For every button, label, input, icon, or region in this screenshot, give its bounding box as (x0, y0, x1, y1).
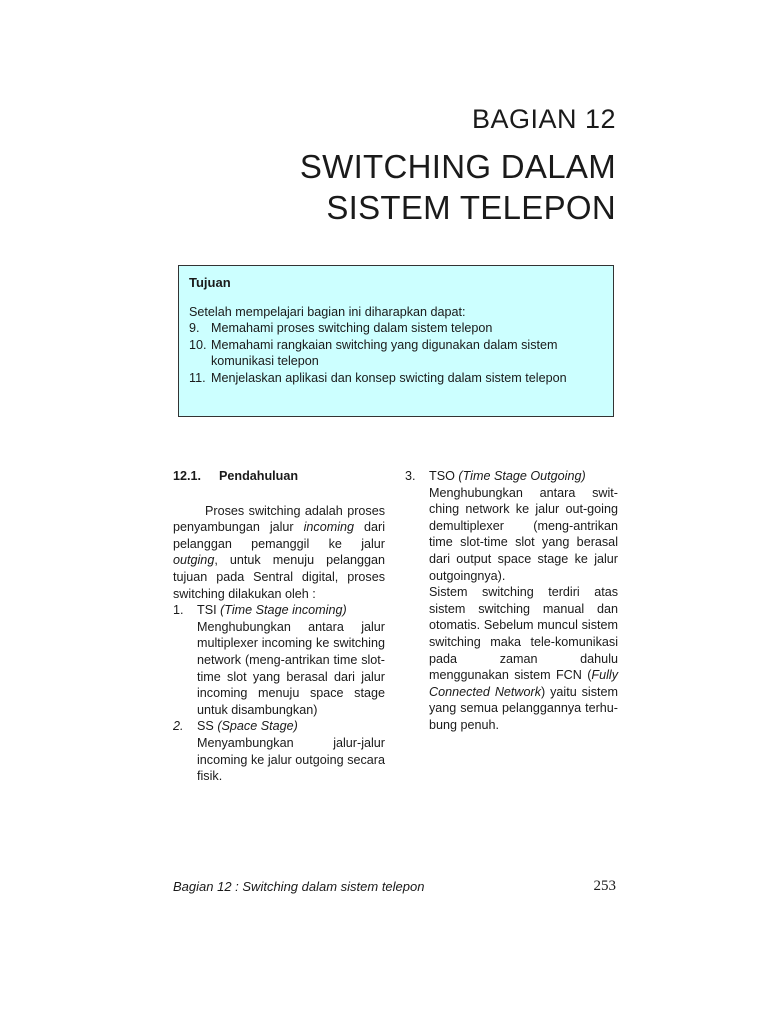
list-item-abbr: TSO (429, 469, 455, 483)
intro-term-outging: outging (173, 553, 215, 568)
left-column (173, 468, 385, 785)
objective-number: 9. (189, 321, 200, 336)
objectives-list (189, 320, 603, 386)
objective-text: Menjelaskan aplikasi dan konsep swicting dalam sistem telepon (211, 370, 567, 385)
list-item-heading (429, 468, 618, 485)
closing-term-fcn: Fully Connected Network (429, 668, 618, 699)
chapter-title-line-1: SWITCHING DALAM (299, 148, 616, 185)
list-item-heading (197, 718, 385, 735)
objective-number: 10. (189, 337, 207, 352)
objective-item (189, 370, 603, 387)
objective-text: Memahami rangkaian switching yang digunakan dalam sistem komunikasi telepon (211, 337, 558, 369)
intro-text-1: Proses switching adalah proses penyambungan jalur (173, 503, 385, 535)
list-item-term: (Time Stage Outgoing) (458, 469, 586, 483)
list-item-abbr: TSI (197, 603, 217, 618)
list-item-abbr: SS (197, 719, 214, 734)
intro-text-3: , untuk menuju pelanggan tujuan pada Sentral digital, proses switching dilakukan oleh : (173, 553, 385, 601)
intro-paragraph (173, 503, 385, 603)
closing-paragraph (429, 584, 618, 733)
objectives-intro: Setelah mempelajari bagian ini diharapkan dapat: (189, 304, 466, 319)
objective-item (189, 320, 603, 337)
intro-text-2: dari pelanggan pemanggil ke jalur (173, 520, 386, 551)
list-item-term: (Time Stage incoming) (220, 603, 347, 618)
intro-term-incoming: incoming (303, 520, 355, 535)
section-heading (173, 468, 385, 485)
section-number: 12.1. (173, 469, 202, 483)
page-number: 253 (593, 878, 616, 894)
list-item (405, 468, 618, 734)
list-item-number: 2. (173, 719, 184, 734)
footer-running-title: Bagian 12 : Switching dalam sistem telepon (173, 879, 425, 894)
list-item-description: Menghubungkan antara jalur multiplexer incoming ke switching network (meng-antrikan time slot-time slot yang berasal dari jalur incoming menuju space stage untuk disambungkan) (197, 619, 385, 717)
chapter-number: BAGIAN 12 (471, 104, 616, 134)
closing-text-1: Sistem switching terdiri atas sistem switching manual dan otomatis. Sebelum muncul sistem switching maka tele-komunikasi pada zaman dahulu menggunakan sistem FCN ( (429, 585, 618, 683)
section-title: Pendahuluan (219, 469, 299, 483)
objective-number: 11. (189, 370, 206, 385)
closing-text-2: ) yaitu sistem yang semua pelanggannya terhu-bung penuh. (429, 684, 618, 732)
objective-item (189, 337, 603, 370)
chapter-title-line-2: SISTEM TELEPON (326, 189, 616, 226)
objectives-box (178, 265, 614, 417)
list-item (173, 602, 385, 718)
chapter-title (300, 146, 616, 228)
list-item-heading (197, 602, 385, 619)
list-item (173, 718, 385, 784)
list-item-number: 1. (173, 603, 184, 618)
objective-text: Memahami proses switching dalam sistem telepon (211, 321, 493, 336)
objectives-title: Tujuan (189, 275, 231, 290)
list-item-number: 3. (405, 469, 416, 483)
list-item-term: (Space Stage) (217, 719, 298, 734)
right-column (405, 468, 618, 734)
list-item-description: Menghubungkan antara swit-ching network ke jalur out-going demultiplexer (meng-antrikan time slot-time slot yang berasal dari output space stage ke jalur outgoingnya). (429, 485, 618, 583)
list-item-description: Menyambungkan jalur-jalur incoming ke jalur outgoing secara fisik. (197, 735, 385, 784)
